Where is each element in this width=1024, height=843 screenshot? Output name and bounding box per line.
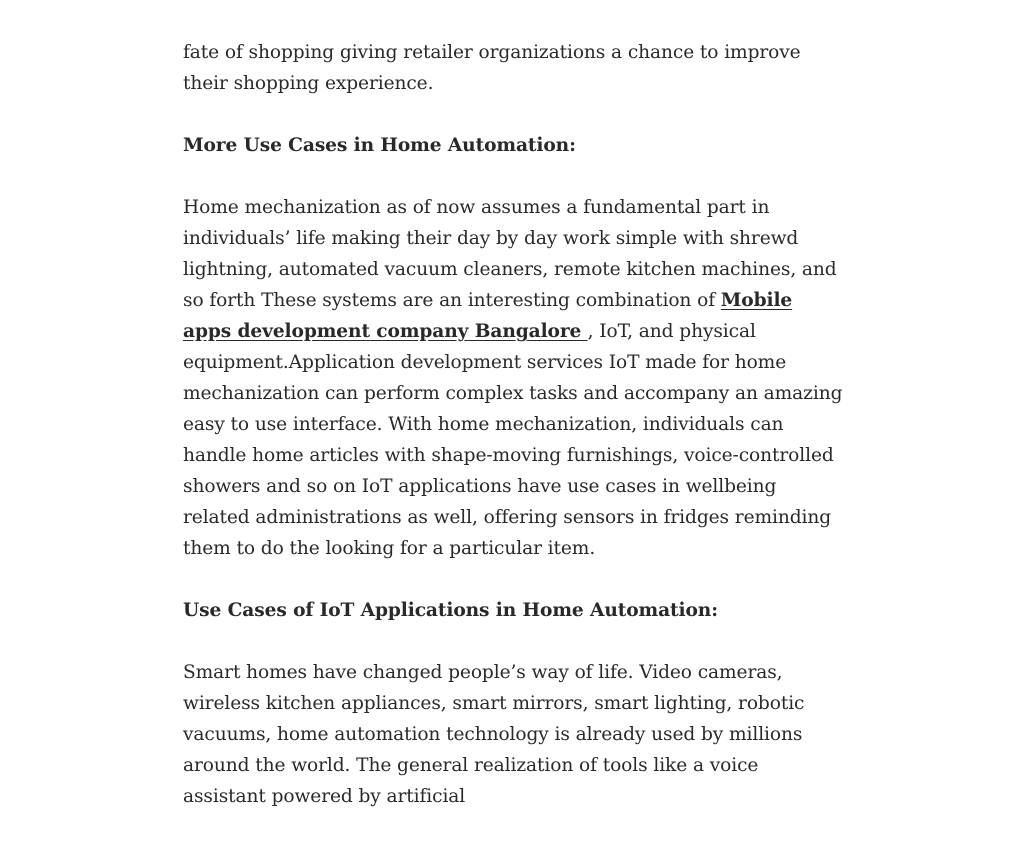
heading-iot-use-cases: Use Cases of IoT Applications in Home Automation: <box>183 600 718 621</box>
paragraph-intro-tail: fate of shopping giving retailer organizations a chance to improve their shopping experience. <box>183 42 801 94</box>
paragraph-text-after-link: , IoT, and physical equipment.Application development services IoT made for home mechanization can perform complex tasks and accompany an amazing easy to use interface. With home mechanization, individuals can handle home articles with shape-moving furnishings, voice-controlled showers and so on IoT applications have use cases in wellbeing related administrations as well, offering sensors in fridges reminding them to do the looking for a particular item. <box>183 321 843 559</box>
mobile-apps-company-link[interactable]: Mobile apps development company Bangalore <box>183 290 793 342</box>
heading-more-use-cases: More Use Cases in Home Automation: <box>183 135 576 156</box>
paragraph-smart-homes: Smart homes have changed people’s way of life. Video cameras, wireless kitchen appliances, smart mirrors, smart lighting, robotic vacuums, home automation technology is already used by millions around the world. The general realization of tools like a voice assistant powered by artificial <box>183 662 805 807</box>
paragraph-home-mechanization <box>183 192 843 564</box>
paragraph-text-before-link: Home mechanization as of now assumes a fundamental part in individuals’ life making their day by day work simple with shrewd lightning, automated vacuum cleaners, remote kitchen machines, and so forth These systems are an interesting combination of <box>183 197 837 311</box>
article-body <box>183 37 843 843</box>
